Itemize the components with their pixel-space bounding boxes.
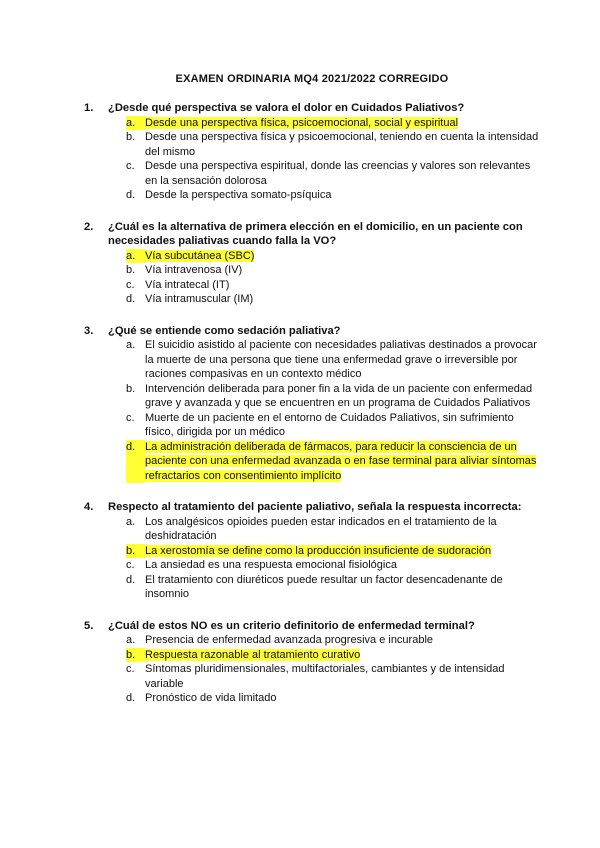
option-letter: b. [126,648,145,663]
answer-option [126,558,540,573]
question-heading [84,500,540,515]
option-text: Desde una perspectiva espiritual, donde las creencias y valores son relevantes en la sensación dolorosa [145,160,531,187]
option-letter: a. [126,339,136,351]
option-list [84,116,540,203]
question-heading [84,220,540,249]
option-letter: b. [126,544,145,559]
answer-option [126,440,540,484]
page-title: EXAMEN ORDINARIA MQ4 2021/2022 CORREGIDO [175,73,449,85]
question-heading [84,324,540,339]
answer-highlight: La xerostomía se define como la producción insuficiente de sudoración [145,544,492,557]
option-text: Vía intravenosa (IV) [145,264,243,276]
option-letter: a. [126,116,145,131]
option-text: Pronóstico de vida limitado [145,692,277,704]
answer-option [126,338,540,382]
answer-option [126,116,540,131]
option-text: Muerte de un paciente en el entorno de Cuidados Paliativos, sin sufrimiento físico, dirigida por un médico [145,411,514,438]
option-letter: b. [126,264,136,276]
option-letter: c. [126,411,135,424]
option-letter: d. [126,189,136,201]
correct-answer-text [145,440,540,484]
question-number: 1. [84,102,94,114]
option-text: Síntomas pluridimensionales, multifactoriales, cambiantes y de intensidad variable [145,663,505,690]
option-letter: d. [126,573,136,586]
option-letter: a. [126,634,136,646]
answer-highlight: Vía subcutánea (SBC) [145,249,255,262]
question-3 [84,324,540,484]
option-text: Vía intramuscular (IM) [145,293,254,305]
option-letter: c. [126,663,135,675]
answer-highlight: La administración deliberada de fármacos, para reducir la consciencia de un paciente con una enfermedad avanzada o en fase terminal para aliviar síntomas refractarios con consentimiento implícito [145,440,537,482]
answer-option [126,515,540,544]
question-1 [84,101,540,203]
answer-option [126,662,540,691]
correct-answer-text [145,116,540,131]
question-2 [84,220,540,307]
answer-option [126,249,540,264]
question-heading [84,619,540,634]
answer-option [126,130,540,159]
answer-option [126,382,540,411]
option-text: La ansiedad es una respuesta emocional fisiológica [145,559,397,571]
option-letter: d. [126,692,136,704]
option-text: El suicidio asistido al paciente con necesidades paliativas destinados a provocar la muerte de una persona que tiene una enfermedad grave o irreversible por raciones compasivas en un contexto médico [145,339,537,380]
question-4 [84,500,540,602]
question-5 [84,619,540,706]
question-text: ¿Qué se entiende como sedación paliativa? [108,324,341,337]
option-text: Los analgésicos opioides pueden estar indicados en el tratamiento de la deshidratación [145,515,497,542]
option-letter: b. [126,131,136,143]
option-list [84,249,540,307]
answer-highlight: Desde una perspectiva física, psicoemocional, social y espiritual [145,116,459,129]
answer-option [126,278,540,293]
question-text: ¿Cuál es la alternativa de primera elección en el domicilio, en un paciente con necesidades paliativas cuando falla la VO? [108,220,523,247]
option-letter: b. [126,382,136,395]
option-text: El tratamiento con diuréticos puede resultar un factor desencadenante de insomnio [145,573,503,600]
option-letter: a. [126,249,145,264]
option-list [84,515,540,602]
option-letter: a. [126,515,136,528]
answer-option [126,263,540,278]
question-text: Respecto al tratamiento del paciente paliativo, señala la respuesta incorrecta: [108,501,522,513]
answer-option [126,411,540,440]
correct-answer-text [145,249,540,264]
option-text: Desde la perspectiva somato-psíquica [145,189,332,201]
correct-answer-text [145,648,540,663]
option-letter: d. [126,293,136,305]
option-letter: c. [126,160,135,172]
question-number: 3. [84,324,94,337]
question-number: 2. [84,220,94,233]
question-number: 4. [84,501,94,513]
option-text: Intervención deliberada para poner fin a la vida de un paciente con enfermedad grave y avanzada y que se encuentren en un programa de Cuidados Paliativos [145,382,533,409]
answer-option [126,159,540,188]
question-number: 5. [84,619,94,632]
question-text: ¿Cuál de estos NO es un criterio definitorio de enfermedad terminal? [108,619,475,632]
option-letter: c. [126,278,135,291]
answer-option [126,292,540,307]
option-letter: d. [126,440,145,484]
option-list [84,633,540,706]
answer-option [126,573,540,602]
option-text: Vía intratecal (IT) [145,278,230,291]
answer-option [126,691,540,706]
option-text: Desde una perspectiva física y psicoemocional, teniendo en cuenta la intensidad del mismo [145,131,539,158]
question-text: ¿Desde qué perspectiva se valora el dolor en Cuidados Paliativos? [108,102,465,114]
option-letter: c. [126,559,135,571]
answer-option [126,633,540,648]
answer-option [126,544,540,559]
question-list [84,101,540,706]
option-list [84,338,540,483]
question-heading [84,101,540,116]
answer-option [126,188,540,203]
option-text: Presencia de enfermedad avanzada progresiva e incurable [145,634,434,646]
correct-answer-text [145,544,540,559]
answer-option [126,648,540,663]
answer-highlight: Respuesta razonable al tratamiento curativo [145,648,361,661]
